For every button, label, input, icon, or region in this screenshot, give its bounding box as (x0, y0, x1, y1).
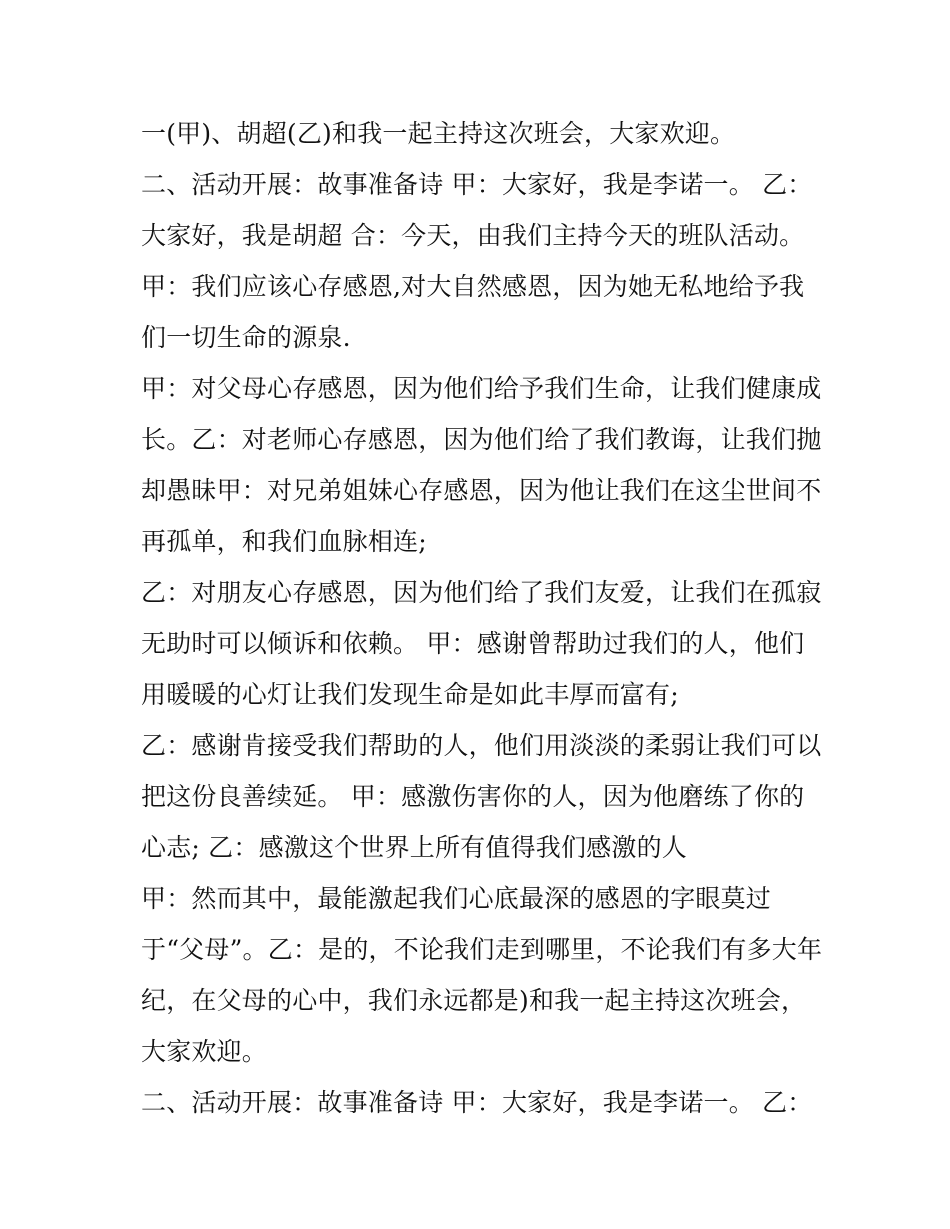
text-line: 长。乙：对老师心存感恩，因为他们给了我们教诲，让我们抛 (141, 425, 822, 454)
text-line: 甲：对父母心存感恩，因为他们给予我们生命，让我们健康成 (141, 374, 822, 403)
text-line: 二、活动开展：故事准备诗 甲：大家好，我是李诺一。 乙： (141, 170, 813, 199)
text-line: 甲：然而其中，最能激起我们心底最深的感恩的字眼莫过 (141, 884, 772, 913)
text-line: 乙：对朋友心存感恩，因为他们给了我们友爱，让我们在孤寂 (141, 578, 822, 607)
text-line: 心志; 乙：感激这个世界上所有值得我们感激的人 (141, 833, 687, 862)
text-line: 二、活动开展：故事准备诗 甲：大家好，我是李诺一。 乙： (141, 1088, 813, 1117)
text-line: 再孤单，和我们血脉相连; (141, 527, 427, 556)
text-line: 却愚昧甲：对兄弟姐妹心存感恩，因为他让我们在这尘世间不 (141, 476, 822, 505)
text-line: 大家好，我是胡超 合：今天，由我们主持今天的班队活动。 (141, 221, 805, 250)
text-line: 甲：我们应该心存感恩,对大自然感恩，因为她无私地给予我 (141, 272, 805, 301)
text-line: 纪，在父母的心中，我们永远都是)和我一起主持这次班会， (141, 986, 807, 1015)
text-line: 无助时可以倾诉和依赖。 甲：感谢曾帮助过我们的人，他们 (141, 629, 805, 658)
text-line: 把这份良善续延。 甲：感激伤害你的人，因为他磨练了你的 (141, 782, 805, 811)
text-line: 于“父母”。乙：是的，不论我们走到哪里，不论我们有多大年 (141, 935, 823, 964)
text-line: 们一切生命的源泉. (141, 323, 351, 352)
text-line: 一(甲)、胡超(乙)和我一起主持这次班会，大家欢迎。 (141, 119, 736, 148)
text-line: 大家欢迎。 (141, 1037, 268, 1066)
document-body (141, 108, 831, 1128)
text-line: 乙：感谢肯接受我们帮助的人，他们用淡淡的柔弱让我们可以 (141, 731, 822, 760)
text-line: 用暖暖的心灯让我们发现生命是如此丰厚而富有; (141, 680, 679, 709)
